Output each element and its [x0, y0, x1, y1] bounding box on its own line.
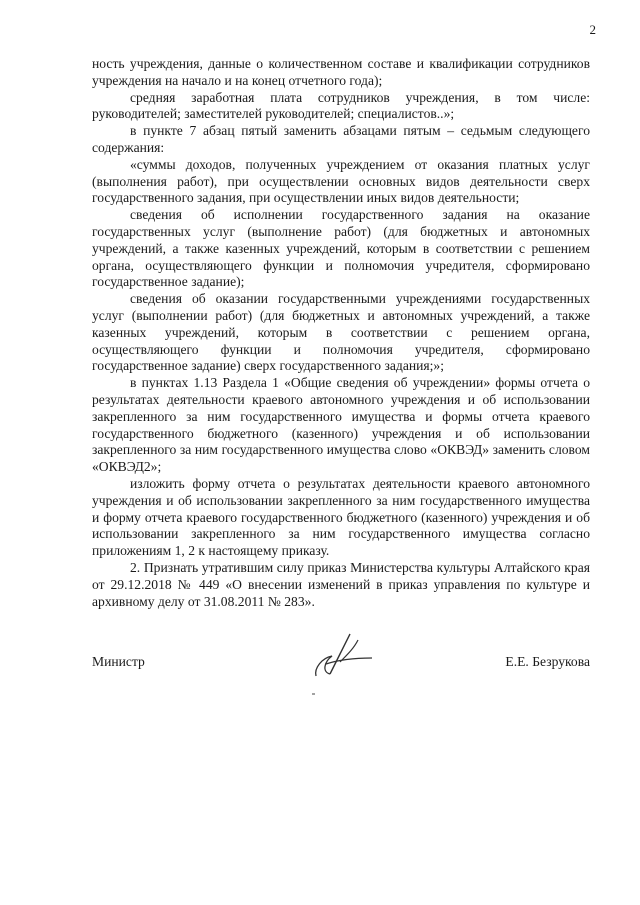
paragraph-report-form: изложить форму отчета о результатах деятельности краевого автономного учреждения и об использовании закрепленного за ним государственного имущества и форму отчета краевого государственного бюджетного (казенного) учреждения и об использовании закрепленного за ним государственного имущества согласно приложениям 1, 2 к настоящему приказу.	[92, 475, 590, 559]
paragraph-state-task-execution: сведения об исполнении государственного задания на оказание государственных услуг (выполнение работ) (для бюджетных и автономных учреждений, а также казенных учреждений, которым в соответствии с решением органа, осуществляющего функции и полномочия учредителя, сформировано государственное задание);	[92, 207, 590, 290]
signatory-name: Е.Е. Безрукова	[505, 654, 590, 669]
paragraph-repeal-order: 2. Признать утратившим силу приказ Министерства культуры Алтайского края от 29.12.2018 № 449 «О внесении изменений в приказ управления по культуре и архивному делу от 31.08.2011 № 283».	[92, 559, 590, 609]
paragraph-item-7: в пункте 7 абзац пятый заменить абзацами пятым – седьмым следующего содержания:	[92, 123, 590, 155]
handwritten-signature	[302, 628, 382, 698]
page-number: 2	[589, 22, 596, 37]
signature-block	[92, 650, 590, 710]
paragraph-average-salary: средняя заработная плата сотрудников учреждения, в том числе: руководителей; заместителей руководителей; специалистов..»;	[92, 89, 590, 122]
signatory-title: Министр	[92, 654, 145, 669]
paragraph-income: «суммы доходов, полученных учреждением от оказания платных услуг (выполнения работ), при осуществлении основных видов деятельности сверх государственного задания, при осуществлении иных видов деятельности;	[92, 156, 590, 206]
paragraph-okved: в пунктах 1.13 Раздела 1 «Общие сведения об учреждении» формы отчета о результатах деятельности краевого автономного учреждения и об использовании закрепленного за ним государственного имущества и формы отчета краевого государственного бюджетного (казенного) учреждения и об использовании закрепленного за ним государственного имущества слово «ОКВЭД» заменить словом «ОКВЭД2»;	[92, 375, 590, 475]
paragraph-continuation: ность учреждения, данные о количественном составе и квалификации сотрудников учреждения на начало и на конец отчетного года);	[92, 56, 590, 88]
document-body	[92, 56, 590, 610]
paragraph-state-services: сведения об оказании государственными учреждениями государственных услуг (выполнении работ) (для бюджетных и автономных учреждений, а также казенных учреждений, которым в соответствии с решением органа, осуществляющего функции и полномочия учредителя, сформировано государственное задание) сверх государственного задания;»;	[92, 291, 590, 374]
